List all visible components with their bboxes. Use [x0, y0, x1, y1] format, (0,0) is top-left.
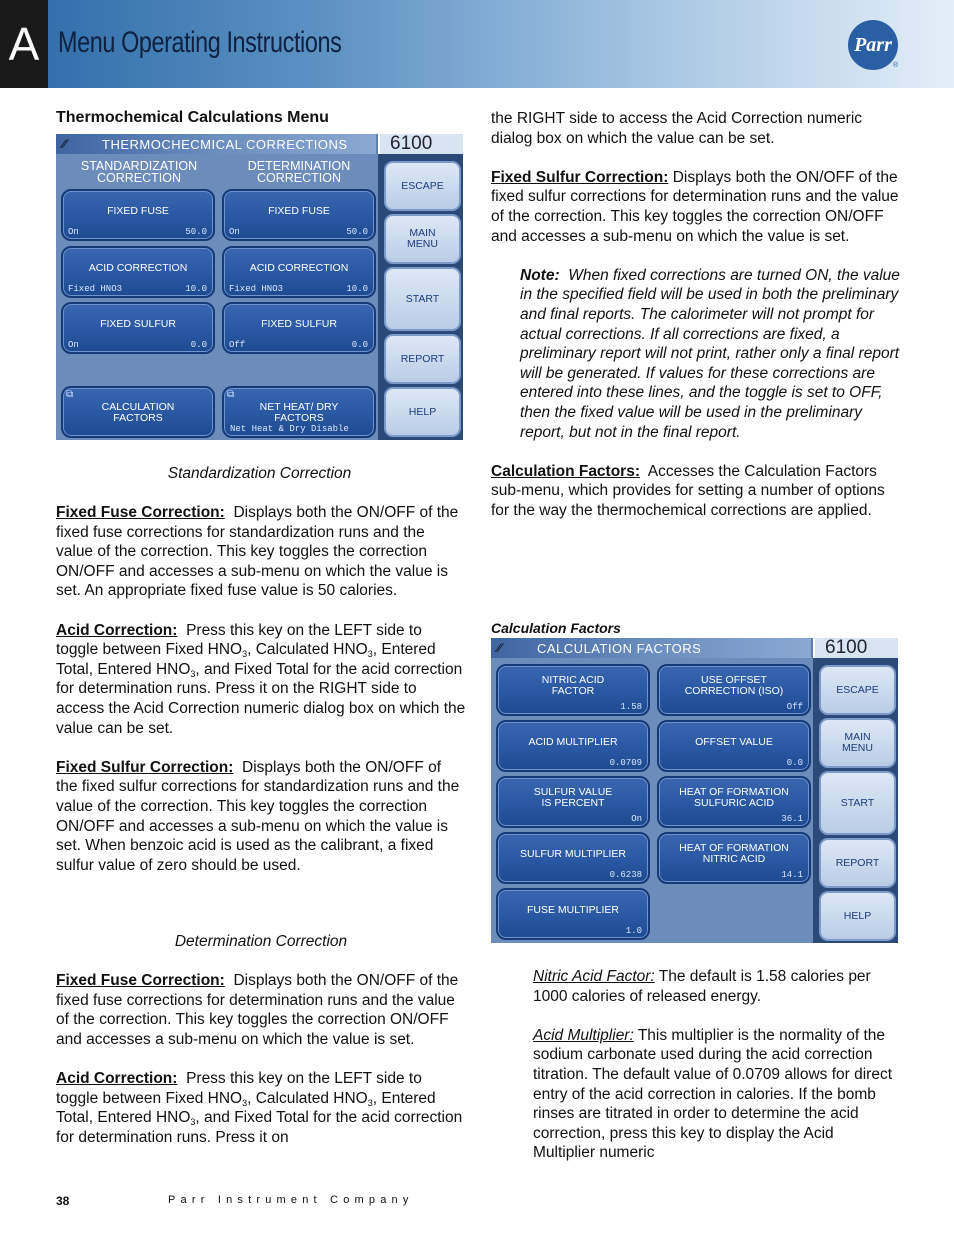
key-value: 0.0 — [351, 340, 368, 350]
sulfur-multiplier-key[interactable] — [496, 832, 650, 884]
note-paragraph — [491, 266, 901, 442]
paragraph-text: When fixed corrections are turned ON, the value in the specified field will be used in both the preliminary and final reports. The calorimeter will not prompt for actual corrections. If all corrections are fixed, a preliminary report will not print, rather only a final report will be generated. If values for these corrections are entered into these lines, and the toggle is set to OFF, then the fixed value will be used in the preliminary report, but not in the final report. — [520, 266, 900, 441]
subscript: 3 — [242, 649, 248, 660]
paragraph-text: , Calculated HNO — [247, 1089, 368, 1107]
acid-multiplier-paragraph — [533, 1026, 899, 1163]
paragraph-text: Press this key on the LEFT side to toggle between Fixed HNO — [56, 621, 422, 659]
note-label: Note: — [520, 266, 560, 284]
key-label: OFFSET VALUE — [695, 736, 773, 748]
page-title: Menu Operating Instructions — [58, 26, 342, 59]
use-offset-correction-key[interactable] — [657, 664, 811, 716]
start-button[interactable]: START — [384, 267, 461, 331]
submenu-icon: ⧉ — [227, 389, 235, 400]
left-body-1 — [56, 503, 466, 895]
fixed-sulfur-std-paragraph — [56, 758, 466, 876]
escape-button[interactable]: ESCAPE — [819, 665, 896, 715]
key-value: 0.0709 — [609, 758, 642, 768]
key-value: 1.58 — [620, 702, 642, 712]
paragraph-text: Displays both the ON/OFF of the fixed fuse corrections for standardization runs and the value of the correction. This key toggles the correction ON/OFF and accesses a sub-menu on which the value is set. An appropriate fixed fuse value is 50 calories. — [56, 504, 459, 600]
sulfur-value-percent-key[interactable] — [496, 776, 650, 828]
screen-model: 6100 — [378, 134, 463, 154]
screen-title-bar — [56, 134, 376, 154]
key-value: 36.1 — [781, 814, 803, 824]
paragraph-text: , Calculated HNO — [247, 641, 368, 659]
start-button[interactable]: START — [819, 771, 896, 835]
key-label: ACID MULTIPLIER — [528, 736, 618, 748]
paragraph-text: Press this key on the LEFT side to toggle between Fixed HNO — [56, 1069, 422, 1107]
heat-formation-sulfuric-key[interactable] — [657, 776, 811, 828]
key-value: Off — [786, 702, 803, 712]
key-value: 10.0 — [185, 284, 207, 294]
section-heading: Thermochemical Calculations Menu — [56, 109, 329, 126]
calculation-factors-screen — [491, 638, 898, 943]
key-label: FIXED FUSE — [268, 205, 330, 217]
fixed-fuse-std-paragraph — [56, 503, 466, 601]
page-number: 38 — [56, 1194, 70, 1208]
paragraph-text: Accesses the Calculation Factors sub-menu, which provides for setting a number of options for the way the thermochemical corrections are applied. — [491, 462, 885, 519]
key-label: SULFUR MULTIPLIER — [520, 848, 626, 860]
acid-correction-det-paragraph — [56, 1069, 466, 1147]
nitric-acid-factor-paragraph — [533, 967, 899, 1006]
std-fixed-fuse-key[interactable] — [61, 189, 215, 241]
acid-correction-continued: the RIGHT side to access the Acid Correction numeric dialog box on which the value can be set. — [491, 110, 863, 147]
key-status: Net Heat & Dry Disable — [230, 424, 349, 434]
key-label: HEAT OF FORMATION SULFURIC ACID — [679, 786, 789, 809]
fuse-multiplier-key[interactable] — [496, 888, 650, 940]
screen-title-bar — [491, 638, 811, 658]
det-fixed-fuse-key[interactable] — [222, 189, 376, 241]
net-heat-dry-factors-key[interactable] — [222, 386, 376, 438]
key-label: USE OFFSET CORRECTION (ISO) — [684, 674, 784, 697]
right-body-2 — [533, 967, 899, 1183]
fixed-fuse-det-paragraph — [56, 971, 466, 1049]
key-value: On — [631, 814, 642, 824]
term: Fixed Sulfur Correction: — [56, 758, 234, 776]
key-value: 0.0 — [786, 758, 803, 768]
key-label: ACID CORRECTION — [88, 262, 188, 274]
paragraph-text: Displays both the ON/OFF of the fixed sulfur corrections for determination runs and the value of the correction. This key toggles the correction ON/OFF and accesses a sub-menu on which the value is set. — [491, 168, 899, 245]
key-label: NET HEAT/ DRY FACTORS — [259, 401, 339, 424]
det-acid-correction-key[interactable] — [222, 246, 376, 298]
key-value: 14.1 — [781, 870, 803, 880]
help-button[interactable]: HELP — [384, 387, 461, 437]
screen-title: CALCULATION FACTORS — [537, 641, 702, 656]
parr-logo: Parr — [848, 20, 898, 70]
paragraph-text: The default is 1.58 calories per 1000 calories of released energy. — [533, 968, 871, 1005]
page-header — [0, 0, 954, 88]
key-label: ACID CORRECTION — [249, 262, 349, 274]
term: Acid Correction: — [56, 1069, 178, 1087]
term: Nitric Acid Factor: — [533, 968, 655, 985]
subscript: 3 — [190, 1117, 196, 1128]
determination-caption: Determination Correction — [174, 933, 348, 950]
escape-button[interactable]: ESCAPE — [384, 161, 461, 211]
subscript: 3 — [242, 1097, 248, 1108]
figure-label: Calculation Factors — [491, 620, 621, 636]
subscript: 3 — [367, 649, 373, 660]
key-value: 0.6238 — [609, 870, 642, 880]
term: Fixed Fuse Correction: — [56, 972, 225, 989]
subscript: 3 — [367, 1097, 373, 1108]
key-value: 50.0 — [185, 227, 207, 237]
key-label: HEAT OF FORMATION NITRIC ACID — [679, 842, 789, 865]
help-button[interactable]: HELP — [819, 891, 896, 941]
key-status: Fixed HNO3 — [68, 284, 123, 294]
right-body-1 — [491, 109, 901, 540]
key-status: On — [68, 227, 79, 237]
key-status: Off — [229, 340, 246, 350]
subscript: 3 — [190, 668, 196, 679]
paragraph-text: Displays both the ON/OFF of the fixed sulfur corrections for standardization runs and the value of the correction. This key toggles the correction ON/OFF and accesses a sub-menu on which the value is set. When benzoic acid is used as the calibrant, a fixed sulfur value of zero should be used. — [56, 758, 460, 874]
paragraph-text: , Entered Total, Entered HNO — [56, 641, 436, 678]
submenu-icon: ⧉ — [66, 389, 74, 400]
key-label: NITRIC ACID FACTOR — [541, 674, 605, 697]
determination-header: DETERMINATION CORRECTION — [247, 159, 351, 185]
key-label: CALCULATION FACTORS — [101, 401, 175, 424]
screen-title: THERMOCHECMICAL CORRECTIONS — [102, 137, 348, 152]
key-value: 50.0 — [346, 227, 368, 237]
screen-logo-icon: ⁄⁄ — [62, 137, 67, 151]
nitric-acid-factor-key[interactable] — [496, 664, 650, 716]
term: Acid Multiplier: — [533, 1026, 634, 1044]
term: Acid Correction: — [56, 621, 178, 639]
det-fixed-sulfur-key[interactable] — [222, 302, 376, 354]
calculation-factors-key[interactable] — [61, 386, 215, 438]
key-status: On — [68, 340, 79, 350]
fixed-sulfur-det-paragraph — [491, 168, 901, 246]
key-label: FIXED SULFUR — [261, 318, 337, 330]
main-menu-button[interactable]: MAIN MENU — [384, 214, 461, 264]
key-status: Fixed HNO3 — [229, 284, 284, 294]
paragraph-text: , Entered Total, Entered HNO — [56, 1089, 436, 1127]
paragraph-text: , and Fixed Total for the acid correction for determination runs. Press it on the RIGHT side to access the Acid Correction numeric dialog box on which the value can be set. — [56, 660, 466, 737]
key-label: FUSE MULTIPLIER — [527, 904, 619, 916]
acid-multiplier-key[interactable] — [496, 720, 650, 772]
term: Calculation Factors: — [491, 462, 640, 480]
main-menu-button[interactable]: MAIN MENU — [819, 718, 896, 768]
paragraph-text: , and Fixed Total for the acid correction for determination runs. Press it on — [56, 1109, 463, 1146]
key-value: 1.0 — [625, 926, 642, 936]
key-label: SULFUR VALUE IS PERCENT — [533, 786, 613, 809]
report-button[interactable]: REPORT — [819, 838, 896, 888]
acid-correction-std-paragraph — [56, 621, 466, 739]
key-label: FIXED FUSE — [107, 205, 169, 217]
thermochemical-corrections-screen — [56, 134, 463, 440]
footer-company: Parr Instrument Company — [168, 1194, 414, 1206]
screen-logo-icon: ⁄⁄ — [497, 641, 502, 655]
standardization-header: STANDARDIZATION CORRECTION — [80, 159, 198, 185]
key-status: On — [229, 227, 240, 237]
term: Fixed Sulfur Correction: — [491, 168, 669, 186]
key-label: FIXED SULFUR — [100, 318, 176, 330]
term: Fixed Fuse Correction: — [56, 504, 225, 521]
report-button[interactable]: REPORT — [384, 334, 461, 384]
section-letter: A — [0, 0, 48, 88]
logo-registered-mark: ® — [893, 62, 899, 69]
std-fixed-sulfur-key[interactable] — [61, 302, 215, 354]
paragraph-text: This multiplier is the normality of the sodium carbonate used during the acid correction titration. The default value of 0.0709 allows for direct entry of the acid correction in calories. If the bomb rinses are titrated in order to determine the acid correction, press this key to display the Acid Multiplier numeric — [533, 1026, 893, 1162]
key-value: 0.0 — [190, 340, 207, 350]
std-acid-correction-key[interactable] — [61, 246, 215, 298]
paragraph-text: Displays both the ON/OFF of the fixed fuse corrections for determination runs and the value of the correction. This key toggles the correction ON/OFF and accesses a sub-menu on which the value is set. — [56, 972, 459, 1048]
heat-formation-nitric-key[interactable] — [657, 832, 811, 884]
offset-value-key[interactable] — [657, 720, 811, 772]
standardization-caption: Standardization Correction — [167, 465, 352, 482]
key-value: 10.0 — [346, 284, 368, 294]
screen-model: 6100 — [813, 638, 898, 658]
calculation-factors-paragraph — [491, 462, 901, 521]
left-body-2 — [56, 971, 466, 1167]
